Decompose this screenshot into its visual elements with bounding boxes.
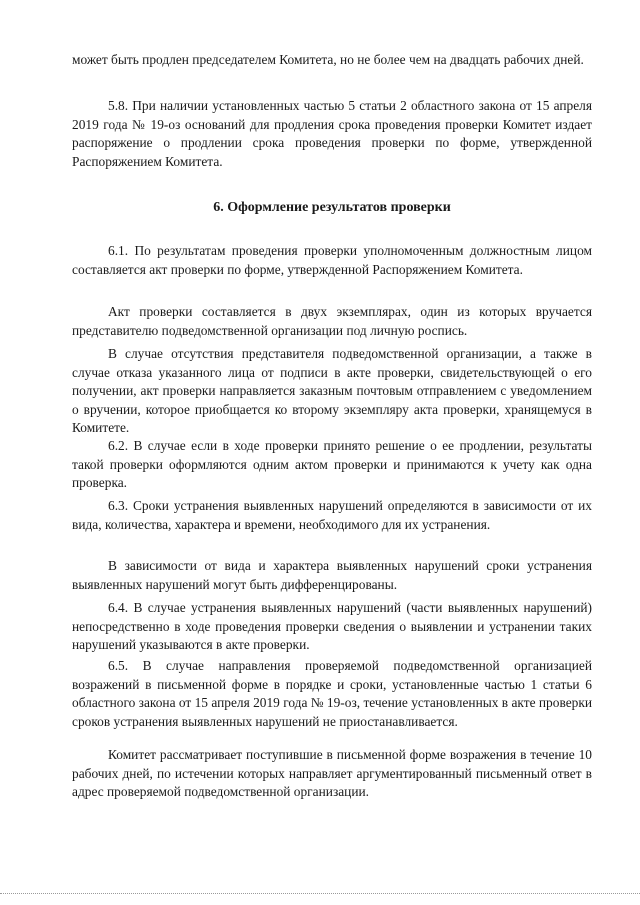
paragraph-6-1: 6.1. По результатам проведения проверки уполномоченным должностным лицом составляется акт проверки по форме, утвержденной Распоряжением Комитета.	[72, 243, 592, 277]
paragraph-absence-case: В случае отсутствия представителя подведомственной организации, а также в случае отказа указанного лица от подписи в акте проверки, свидетельствующей о его получении, акт проверки направляется заказным почтовым отправлением с уведомлением о вручении, которое приобщается ко второму экземпляру акта проверки, хранящемуся в Комитете.	[72, 346, 592, 435]
paragraph-6-4: 6.4. В случае устранения выявленных нарушений (части выявленных нарушений) непосредственно в ходе проведения проверки сведения о выявлении и устранении таких нарушений указываются в акте проверки.	[72, 600, 592, 652]
paragraph-act-copies: Акт проверки составляется в двух экземплярах, один из которых вручается представителю подведомственной организации под личную роспись.	[72, 304, 592, 338]
paragraph-differentiated-terms: В зависимости от вида и характера выявленных нарушений сроки устранения выявленных нарушений могут быть дифференцированы.	[72, 558, 592, 592]
scan-edge-divider	[0, 893, 640, 894]
paragraph-6-3: 6.3. Сроки устранения выявленных нарушений определяются в зависимости от их вида, количества, характера и времени, необходимого для их устранения.	[72, 498, 592, 532]
paragraph-continuation: может быть продлен председателем Комитета, но не более чем на двадцать рабочих дней.	[72, 52, 584, 67]
paragraph-6-5: 6.5. В случае направления проверяемой подведомственной организацией возражений в письменной форме в порядке и сроки, установленные частью 1 статьи 6 областного закона от 15 апреля 2019 года № 19-оз, течение установленных в акте проверки сроков устранения выявленных нарушений не приостанавливается.	[72, 658, 593, 729]
paragraph-6-2: 6.2. В случае если в ходе проверки принято решение о ее продлении, результаты такой проверки оформляются одним актом проверки и принимаются к учету как одна проверка.	[72, 438, 592, 490]
paragraph-5-8: 5.8. При наличии установленных частью 5 статьи 2 областного закона от 15 апреля 2019 года № 19-оз оснований для продления срока проведения проверки Комитет издает распоряжение о продлении срока проведения проверки по форме, утвержденной Распоряжением Комитета.	[72, 98, 592, 169]
section-heading: 6. Оформление результатов проверки	[213, 200, 451, 215]
paragraph-committee-review: Комитет рассматривает поступившие в письменной форме возражения в течение 10 рабочих дней, по истечении которых направляет аргументированный письменный ответ в адрес проверяемой подведомственной организации.	[72, 747, 592, 799]
